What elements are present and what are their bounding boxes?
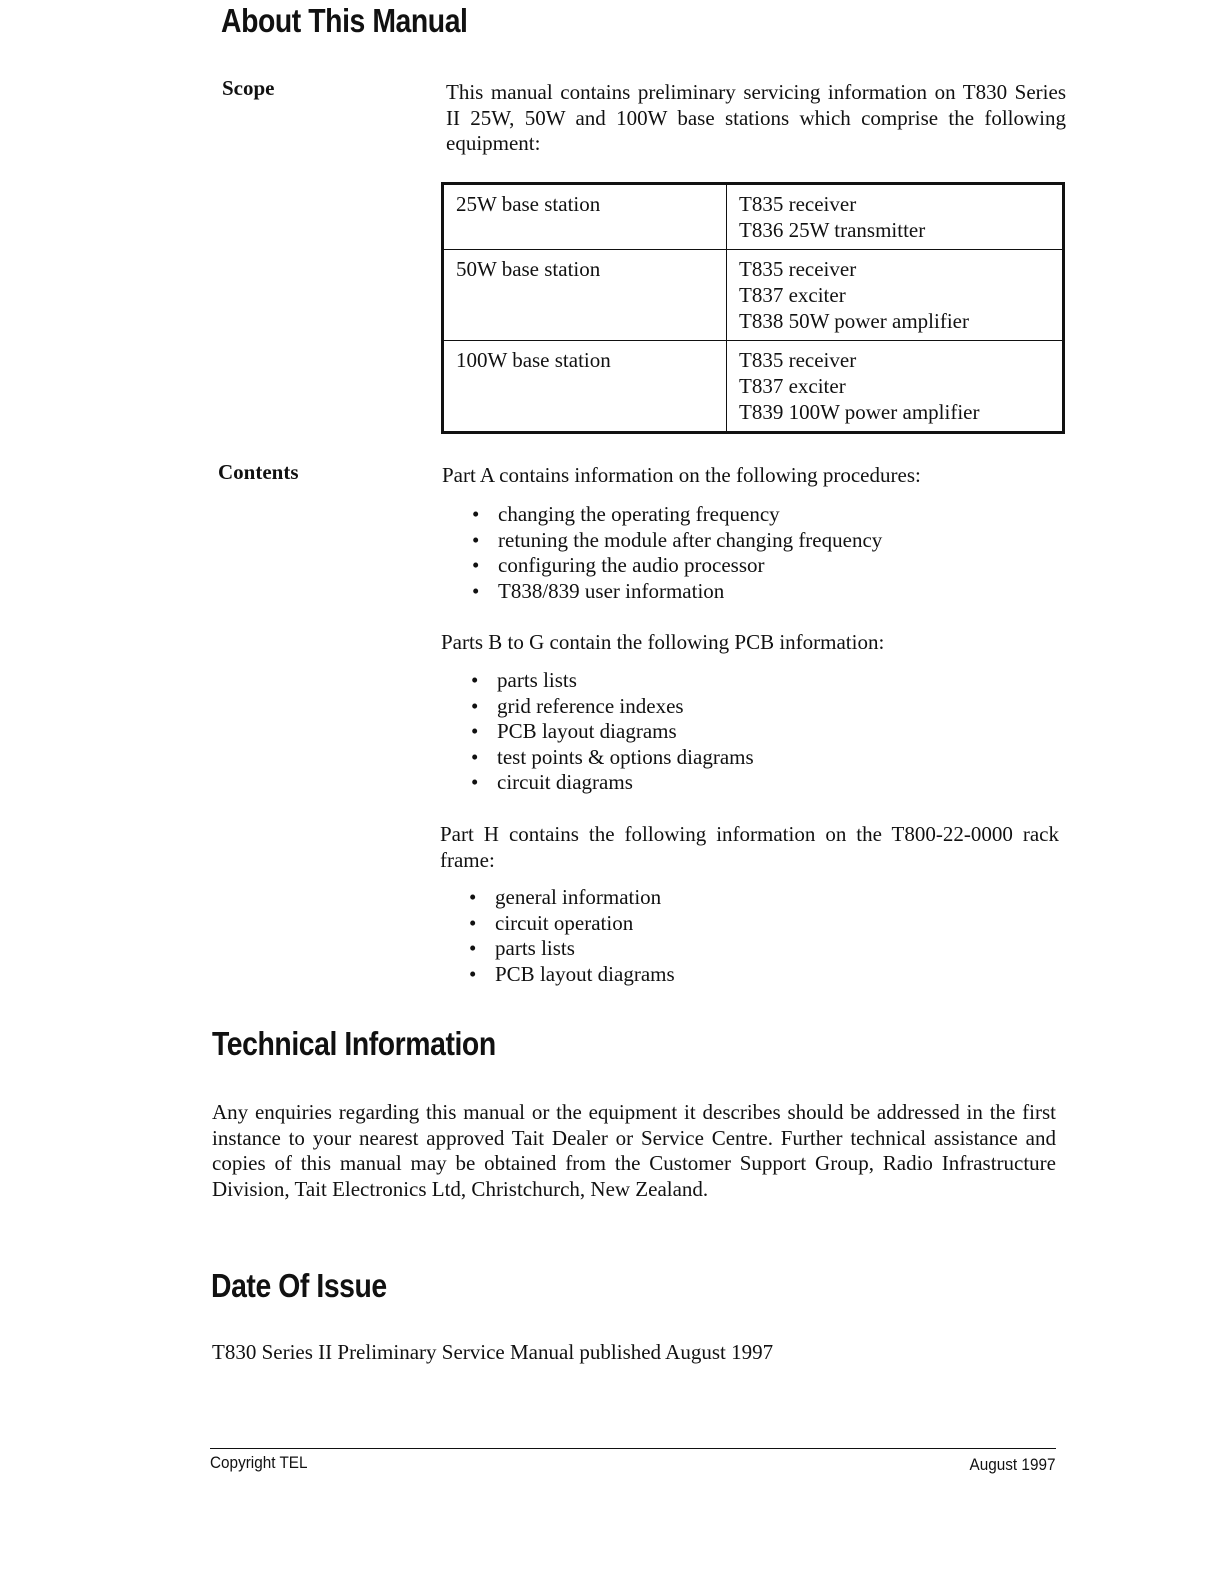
list-item: • test points & options diagrams [471, 744, 754, 769]
table-cell-station [443, 250, 727, 341]
table-cell-equipment [727, 250, 1064, 341]
equipment-item: T839 100W power amplifier [739, 400, 980, 424]
bullet-icon: • [472, 527, 480, 552]
list-item: • changing the operating frequency [472, 502, 780, 526]
technical-heading: Technical Information [212, 1025, 496, 1062]
bullet-icon: • [469, 910, 477, 935]
bullet-icon: • [469, 936, 477, 960]
footer-copyright: Copyright TEL [210, 1453, 308, 1472]
list-item: • parts lists [469, 936, 575, 960]
footer-date: August 1997 [969, 1455, 1055, 1474]
bullet-icon: • [471, 770, 479, 794]
table-cell-station [443, 184, 727, 250]
list-item: • grid reference indexes [471, 693, 684, 718]
part-a-list [470, 502, 882, 604]
equipment-table [441, 182, 1065, 434]
equipment-item: T837 exciter [739, 374, 846, 398]
bullet-icon: • [472, 578, 480, 603]
scope-text: This manual contains preliminary servicing information on T830 Series II 25W, 50W and 100W base stations which comprise the following equipment: [446, 80, 1066, 155]
part-a-intro: Part A contains information on the following procedures: [442, 463, 921, 487]
bullet-icon: • [471, 719, 479, 743]
bullet-icon: • [471, 744, 479, 769]
list-item: • circuit operation [469, 910, 634, 935]
list-item: • T838/839 user information [472, 578, 725, 603]
about-heading: About This Manual [221, 2, 468, 39]
table-row [443, 250, 1064, 341]
station-label: 100W base station [456, 348, 611, 372]
bullet-icon: • [472, 553, 480, 577]
table-row [443, 341, 1064, 433]
bullet-icon: • [469, 885, 477, 909]
technical-text: Any enquiries regarding this manual or the equipment it describes should be addressed in the first instance to your nearest approved Tait Dealer or Service Centre. Further technical assistance and copies of this manual may be obtained from the Customer Support Group, Radio Infrastructure Division, Tait Electronics Ltd, Christchurch, New Zealand. [212, 1100, 1056, 1201]
scope-label: Scope [222, 76, 275, 100]
equipment-item: T835 receiver [739, 192, 857, 216]
contents-label: Contents [218, 460, 299, 484]
equipment-item: T838 50W power amplifier [739, 309, 969, 333]
table-cell-equipment [727, 184, 1064, 250]
issue-heading: Date Of Issue [211, 1267, 387, 1304]
table-cell-equipment [727, 341, 1064, 433]
equipment-item: T835 receiver [739, 257, 857, 281]
list-item: • general information [469, 885, 662, 909]
table-row [443, 184, 1064, 250]
parts-bg-intro: Parts B to G contain the following PCB information: [441, 630, 885, 654]
station-label: 50W base station [456, 257, 601, 281]
part-h-list [467, 885, 675, 987]
list-item: • PCB layout diagrams [469, 961, 675, 986]
station-label: 25W base station [456, 192, 601, 216]
list-item: • circuit diagrams [471, 770, 633, 794]
parts-bg-list [469, 668, 754, 796]
bullet-icon: • [469, 961, 477, 986]
bullet-icon: • [471, 668, 479, 692]
issue-text: T830 Series II Preliminary Service Manual published August 1997 [212, 1340, 774, 1364]
list-item: • configuring the audio processor [472, 553, 765, 577]
bullet-icon: • [472, 502, 480, 526]
table-cell-station [443, 341, 727, 433]
list-item: • parts lists [471, 668, 577, 692]
part-h-intro: Part H contains the following information on the T800-22-0000 rack frame: [440, 822, 1059, 872]
bullet-icon: • [471, 693, 479, 718]
equipment-item: T837 exciter [739, 283, 846, 307]
equipment-item: T835 receiver [739, 348, 857, 372]
list-item: • retuning the module after changing frequency [472, 527, 883, 552]
list-item: • PCB layout diagrams [471, 719, 677, 743]
equipment-item: T836 25W transmitter [739, 218, 926, 242]
footer-divider [210, 1448, 1056, 1449]
